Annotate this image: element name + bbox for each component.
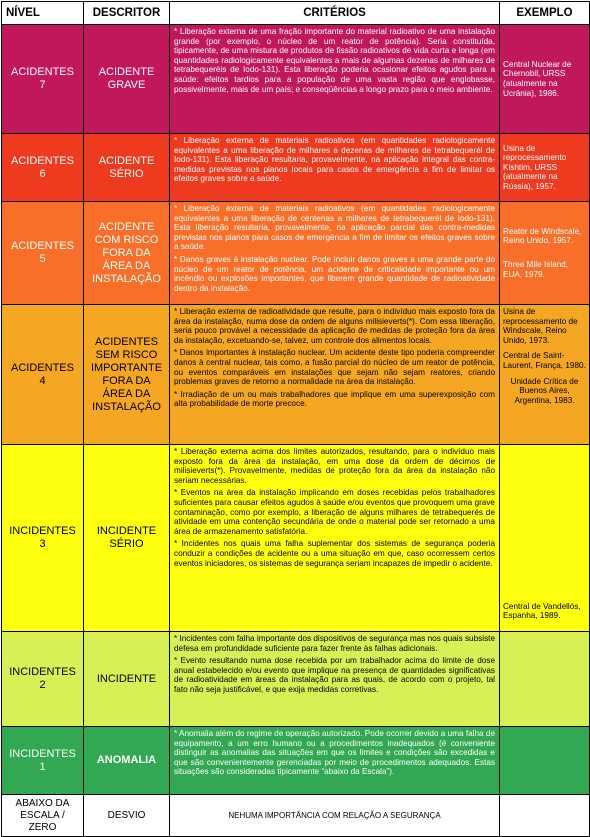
level-cell [2, 134, 84, 202]
level-label: ACIDENTES 6 [11, 154, 74, 180]
descriptor-cell [84, 632, 170, 727]
example-cell [500, 632, 590, 727]
level-label: ABAIXO DA ESCALA / ZERO [15, 797, 70, 833]
level-cell [2, 445, 84, 632]
descriptor-cell [84, 134, 170, 202]
level-cell [2, 727, 84, 795]
header-descritor: DESCRITOR [84, 2, 170, 25]
criteria-item: * Danos importantes à instalação nuclear. Um acidente deste tipo poderia compreender danos à central nuclear, tais como, a fusão parcial do núcleo de um reator de potência, ou eventos comparáveis em instalações que sejam não sejam reatores, criando problemas graves de retorno a normalidade na área da instalação. [174, 348, 495, 387]
example-item: Usina de reprocessamento de Windscale, Reino Unido, 1973. [503, 307, 578, 345]
example-cell [500, 202, 590, 305]
example-item: Unidade Crítica de Buenos Aires, Argentina, 1983. [510, 376, 579, 405]
table-row-level-6 [2, 134, 590, 202]
criteria-item: * Liberação externa de materiais radioativos (em quantidades radiologicamente equivalentes a uma liberação de milhares a dezenas de milhares de tetrabequerél de Iodo-131). Esta liberação resultaria, provavelmente, na aplicação integral das contra-medidas previstas nos planos locais para casos de emergência a fim de limitar os efeitos graves sobre a saúde. [174, 136, 495, 184]
example-cell [500, 25, 590, 134]
criteria-item: * Liberação externa de uma fração importante do material radioativo de uma instalação grande (por exemplo, o núcleo de um reator de potência). Seria constituída, tipicamente, de uma mistura de produtos de fissão radioativos de vida curta e longa (em quantidades radiologicamente equivalentes a mais de algumas dezenas de milhares de tetrabequeréis de Iodo-131). Esta liberação poderia ocasionar efeitos agudos para a saúde: efeitos tardios para a população de uma vasta região que englobasse, possivelmente, mais de um país; e conseqüências a longo prazo para o meio ambiente. [174, 27, 495, 94]
descriptor-cell [84, 445, 170, 632]
table-row-level-2 [2, 632, 590, 727]
header-exemplo: EXEMPLO [500, 2, 590, 25]
header-criterios: CRITÉRIOS [170, 2, 500, 25]
example-item: Reator de Windscale, Reino Unido, 1957. [503, 226, 582, 246]
criteria-cell [170, 25, 500, 134]
level-label: ACIDENTES 5 [11, 240, 74, 265]
descriptor-cell [84, 305, 170, 445]
descriptor-label: INCIDENTE [96, 672, 157, 685]
level-cell [2, 25, 84, 134]
example-cell [500, 795, 590, 837]
criteria-cell [170, 134, 500, 202]
criteria-cell [170, 795, 500, 837]
level-label: ACIDENTES 4 [11, 361, 74, 387]
example-cell [500, 305, 590, 445]
table-row-level-4 [2, 305, 590, 445]
criteria-item: * Liberação externa acima dos limites autorizados, resultando, para o indivíduo mais exposto fora da área da instalação, em uma dose da ordem de décimos de milisieverts(*). Provavelmente, medidas de proteção fora da área da instalação não seriam necessárias. [174, 447, 495, 485]
table-row-level-5 [2, 202, 590, 305]
criteria-cell [170, 202, 500, 305]
header-row [2, 2, 590, 25]
descriptor-label: ANOMALIA [96, 754, 157, 766]
level-cell [2, 632, 84, 727]
level-label: INCIDENTES 2 [9, 666, 76, 691]
ines-scale-table [1, 1, 590, 837]
criteria-item: * Irradiação de um ou mais trabalhadores que implique em uma superexposição com alta probabilidade de morte precoce. [174, 389, 495, 409]
descriptor-label: ACIDENTE SÉRIO [98, 154, 155, 180]
descriptor-cell [84, 727, 170, 795]
descriptor-cell [84, 202, 170, 305]
descriptor-label: INCIDENTE SÉRIO [96, 525, 157, 550]
example-item: Usina de reprocessamento Kishtim, URSS (atualmente na Rússia), 1957. [503, 143, 567, 191]
level-cell [2, 305, 84, 445]
table-row-level-0 [2, 795, 590, 837]
level-label: ACIDENTES 7 [11, 66, 74, 91]
descriptor-label: ACIDENTE COM RISCO FORA DA ÁREA DA INSTALAÇÃO [92, 220, 161, 285]
criteria-item: * Incidentes nos quais uma falha suplementar dos sistemas de segurança poderia conduzir a condições de acidente ou a uma situação em que, caso ocorressem certos eventos iniciadores, os sistemas de segurança seriam incapazes de impedir o acidente. [174, 539, 495, 568]
level-label: INCIDENTES 1 [9, 747, 76, 773]
example-item: Central Nuclear de Chernobil, URSS (atualmente na Ucrânia), 1986. [503, 59, 572, 98]
criteria-item: * Danos graves à instalação nuclear. Pode incluir danos graves a uma grande parte do núcleo de um reator de potência, um acidente de criticalidade importante ou um incêndio ou explosões importantes, que liberem grande quantidade de radioatividade dentro da instalação. [174, 254, 495, 293]
example-item: Central de Vandellós, Espanha, 1989. [503, 601, 581, 621]
criteria-item: * Liberação externa de materiais radioativos (em quantidades radiologicamente equivalentes a uma liberação de centenas a milhares de tetrabequerél de Iodo-131). Esta liberação resultaria, provavelmente, na aplicação parcial das contra-medidas previstas nos planos para casos de emergência a fim de limitar os efeitos graves sobre a saúde. [174, 204, 495, 252]
table-row-level-3 [2, 445, 590, 632]
criteria-cell [170, 632, 500, 727]
descriptor-cell [84, 795, 170, 837]
example-cell [500, 727, 590, 795]
criteria-cell [170, 445, 500, 632]
descriptor-cell [84, 25, 170, 134]
level-label: INCIDENTES 3 [9, 525, 76, 550]
criteria-item: * Anomalia além do regime de operação autorizado. Pode ocorrer devido a uma falha de equipamento, a um erro humano ou a procedimentos inadequados (é conveniente distinguir as anomalias das situações em que os limites e condições são excedidas e que são convenientemente gerenciadas por meio de procedimentos adequados. Estas situações são consideradas tipicamente “abaixo da Escala”). [174, 729, 495, 777]
example-cell [500, 445, 590, 632]
descriptor-label: ACIDENTES SEM RISCO IMPORTANTE FORA DA ÁREA DA INSTALAÇÃO [90, 335, 163, 413]
table-row-level-7 [2, 25, 590, 134]
level-cell [2, 202, 84, 305]
criteria-cell [170, 305, 500, 445]
criteria-item: * Liberação externa de radioatividade que resulte, para o indivíduo mais exposto fora da área da instalação, numa dose da ordem de alguns milisieverts(*). Com essa liberação, seria pouco provável a necessidade da aplicação de medidas de proteção fora da área da instalação, excetuando-se, talvez, um controle dos alimentos locais. [174, 307, 495, 345]
criteria-item: * Incidentes com falha importante dos dispositivos de segurança mas nos quais subsiste defesa em profundidade suficiente para fazer frente às falhas adicionais. [174, 634, 495, 653]
example-cell [500, 134, 590, 202]
criteria-cell [170, 727, 500, 795]
example-item: Central de Saint-Laurent, França, 1980. [503, 351, 586, 370]
header-nivel: NÍVEL [2, 2, 84, 25]
descriptor-label: ACIDENTE GRAVE [98, 66, 155, 91]
level-cell [2, 795, 84, 837]
criteria-item: * Evento resultando numa dose recebida por um trabalhador acima do limite de dose anual estabelecido e/ou evento que implique na presença de quantidades significativas de radioatividade em áreas da instalação para as quais, de acordo com o projeto, tal fato não seja justificável, e que exija medidas corretivas. [174, 656, 495, 694]
descriptor-label: DESVIO [107, 810, 146, 821]
example-item: Three Mile Island, EUA, 1979. [503, 260, 569, 279]
criteria-item: * Eventos na área da instalação implicando em doses recebidas pelos trabalhadores suficientes para causar efeitos agudos à saúde e/ou eventos que provoquem uma grave contaminação, como por exemplo, a liberação de alguns milhares de tetrabequerés de atividade em uma contenção secundária de onde o material pode ser retornado a uma área de armazenamento satisfatória. [174, 488, 495, 536]
table-row-level-1 [2, 727, 590, 795]
criteria-item: NEHUMA IMPORTÂNCIA COM RELAÇÃO A SEGURANÇA [228, 810, 441, 820]
